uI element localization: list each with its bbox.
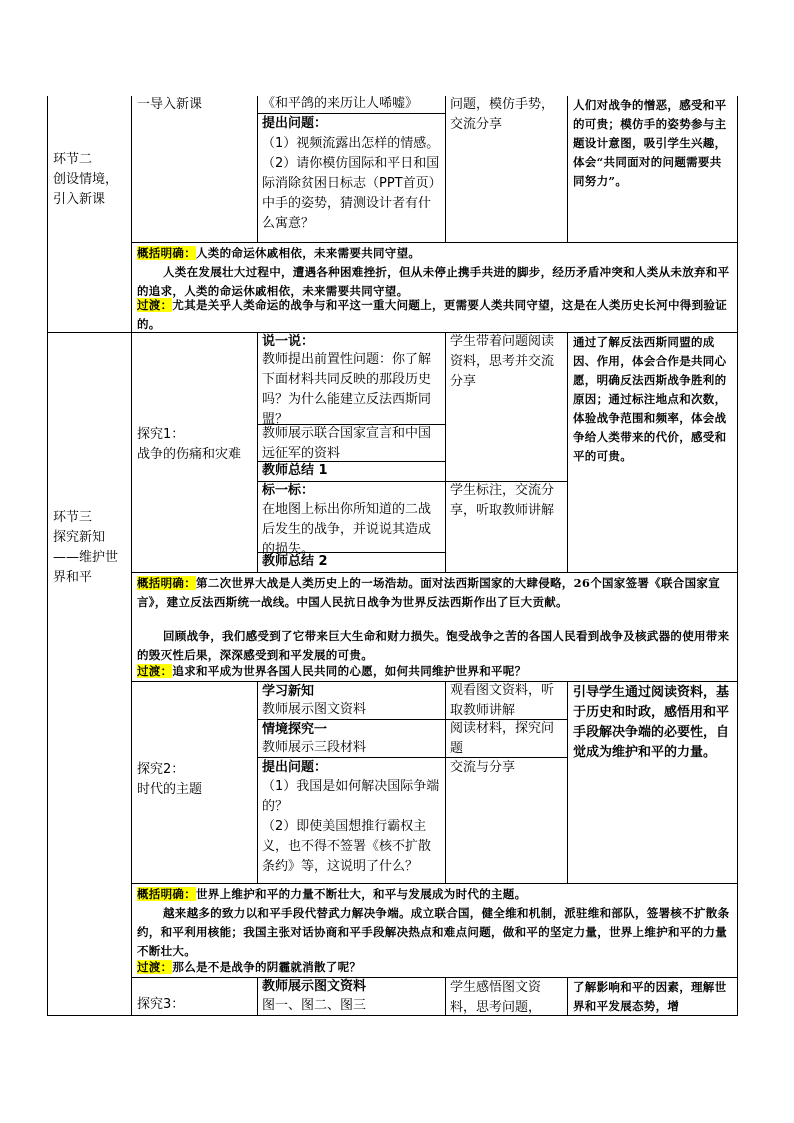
- s4-scene-student: 阅读材料，探究问题: [450, 721, 555, 756]
- s3-mark-heading: 标一标：: [262, 483, 315, 498]
- col-sep-section: [131, 96, 132, 1016]
- s3-teacher-summary-1: 教师总结 1: [262, 463, 328, 478]
- s4-summary: [137, 885, 733, 904]
- s2-activity: 一导入新课: [137, 97, 203, 112]
- s4-summary-label: 概括明确：: [137, 887, 196, 901]
- s3-talk-heading: 说一说：: [262, 334, 315, 349]
- s4-summary-body: 越来越多的致力以和平手段代替武力解决争端。成立联合国，健全维和机制，派驻维和部队，签署核不扩散条约，和平利用核能；我国主张对话协商和平手段解决热点和难点问题，做和平的坚定力量，世界上维护和平的力量不断壮大。: [137, 906, 730, 958]
- s3-summary-label: 概括明确：: [137, 576, 196, 590]
- s3-explore1: 探究1： 战争的伤痛和灾难: [137, 427, 242, 462]
- s5-student: 学生感悟图文资料，思考问题，: [450, 980, 542, 1015]
- s2-video-title: 《和平鸽的来历让人唏嘘》: [262, 96, 419, 111]
- table-border-right: [737, 96, 738, 1016]
- s4-col-sep-2: [445, 681, 446, 883]
- s4-question-student: 交流与分享: [450, 760, 516, 775]
- s3-summary-top: [131, 572, 738, 573]
- s2-summary-label: 概括明确：: [137, 246, 196, 260]
- s4-design-intent: 引导学生通过阅读资料，基于历史和时政，感悟用和平手段解决争端的必要性，自觉成为维护和平的力量。: [573, 685, 730, 760]
- s2-summary-top: [131, 242, 738, 243]
- s3-transition-text: 追求和平成为世界各国人民共同的心愿，如何共同维护世界和平呢？: [172, 664, 527, 678]
- s3-mark-student: 学生标注，交流分享，听取教师讲解: [450, 483, 555, 518]
- s3-col-sep-3: [567, 332, 568, 572]
- s4-transition-text: 那么是不是战争的阴霾就消散了呢？: [172, 960, 362, 974]
- s3-col-sep-2: [445, 332, 446, 572]
- s4-transition: [137, 958, 733, 977]
- s2-transition: [137, 296, 733, 334]
- s4-question-heading: 提出问题：: [262, 760, 328, 775]
- s2-col-sep-3: [567, 96, 568, 242]
- s5-col-sep-2: [445, 977, 446, 1016]
- s5-design-intent: 了解影响和平的因素，理解世界和平发展态势，增: [573, 980, 727, 1013]
- s4-col-sep-1: [257, 681, 258, 883]
- s2-design-intent: 人们对战争的憎恶，感受和平的可贵；模仿手的姿势参与主题设计意图，吸引学生兴趣，体会“共同面对的问题需要共同努力”。: [573, 98, 727, 188]
- s3-mark-body: 在地图上标出你所知道的二战后发生的战争，并说说其造成的损失。: [262, 502, 432, 557]
- s4-scene-body: 教师展示三段材料: [262, 740, 367, 755]
- s2-question-body: （1）视频流露出怎样的情感。 （2）请你模仿国际和平日和国际消除贫困日标志（PPT首页）中手的姿势，猜测设计者有什么寓意？: [262, 136, 440, 231]
- table-border-left: [47, 96, 48, 1016]
- s3-material: 教师展示联合国家宣言和中国远征军的资料: [262, 426, 432, 461]
- s2-col-sep-2: [445, 96, 446, 242]
- s3-summary: [137, 574, 733, 612]
- s4-explore2: 探究2： 时代的主题: [137, 762, 203, 797]
- s4-summary-text: 世界上维护和平的力量不断壮大，和平与发展成为时代的主题。: [196, 887, 527, 901]
- s2-summary-body: 人类在发展壮大过程中，遭遇各种困难挫折，但从未停止携手共进的脚步，经历矛盾冲突和人类从未放弃和平的追求，人类的命运休戚相依，未来需要共同守望。: [137, 265, 730, 298]
- s5-col-sep-3: [567, 977, 568, 1016]
- s3-talk-student: 学生带着问题阅读资料，思考并交流分享: [450, 334, 555, 389]
- s2-student-activity: 问题，模仿手势，交流分享: [450, 97, 555, 132]
- s4-question-body: （1）我国是如何解决国际争端的？ （2）即使美国想推行霸权主义，也不得不签署《核不扩散条约》等，这说明了什么？: [262, 779, 440, 874]
- s2-section-label: 环节二 创设情境， 引入新课: [53, 152, 119, 207]
- s4-col-sep-3: [567, 681, 568, 883]
- s2-question-heading: 提出问题：: [262, 116, 328, 131]
- s4-learn-heading: 学习新知: [262, 684, 315, 699]
- s2-col-sep-1: [257, 96, 258, 242]
- s3-section-label: 环节三 探究新知 ——维护世界和平: [53, 510, 119, 585]
- s3-design-intent: 通过了解反法西斯同盟的成因、作用，体会合作是共同心愿，明确反法西斯战争胜利的原因；通过标注地点和次数，体验战争范围和频率，体会战争给人类带来的代价，感受和平的可贵。: [573, 335, 727, 463]
- s2-summary-text: 人类的命运休戚相依，未来需要共同守望。: [196, 246, 421, 260]
- s3-teacher-summary-2: 教师总结 2: [262, 554, 328, 569]
- s4-summary-top: [131, 883, 738, 884]
- s5-body: 图一、图二、图三: [262, 998, 367, 1013]
- s3-transition-label: 过渡：: [137, 664, 173, 678]
- s2-transition-label: 过渡：: [137, 298, 173, 312]
- s4-transition-label: 过渡：: [137, 960, 173, 974]
- s5-explore3: 探究3：: [137, 997, 185, 1012]
- s5-heading: 教师展示图文资料: [262, 979, 367, 994]
- s3-summary-text: 第二次世界大战是人类历史上的一场浩劫。面对法西斯国家的大肆侵略，26个国家签署《联合国家宣言》，建立反法西斯统一战线。中国人民抗日战争为世界反法西斯作出了巨大贡献。: [137, 576, 720, 609]
- s2-summary: [137, 244, 733, 263]
- s4-learn-body: 教师展示图文资料: [262, 702, 367, 717]
- s5-col-sep-1: [257, 977, 258, 1016]
- s2-transition-text: 尤其是关乎人类命运的战争与和平这一重大问题上，更需要人类共同守望，这是在人类历史长河中得到验证的。: [137, 298, 727, 331]
- s3-col-sep-1: [257, 332, 258, 572]
- s3-talk-body: 教师提出前置性问题：你了解下面材料共同反映的那段历史吗？为什么能建立反法西斯同盟？: [262, 352, 432, 427]
- s3-summary-body: 回顾战争，我们感受到了它带来巨大生命和财力损失。饱受战争之苦的各国人民看到战争及核武器的使用带来的毁灭性后果，深深感受到和平发展的可贵。: [137, 629, 730, 662]
- s4-learn-student: 观看图文资料，听取教师讲解: [450, 683, 555, 718]
- s3-transition: [137, 662, 733, 681]
- s4-scene-heading: 情境探究一: [262, 722, 328, 737]
